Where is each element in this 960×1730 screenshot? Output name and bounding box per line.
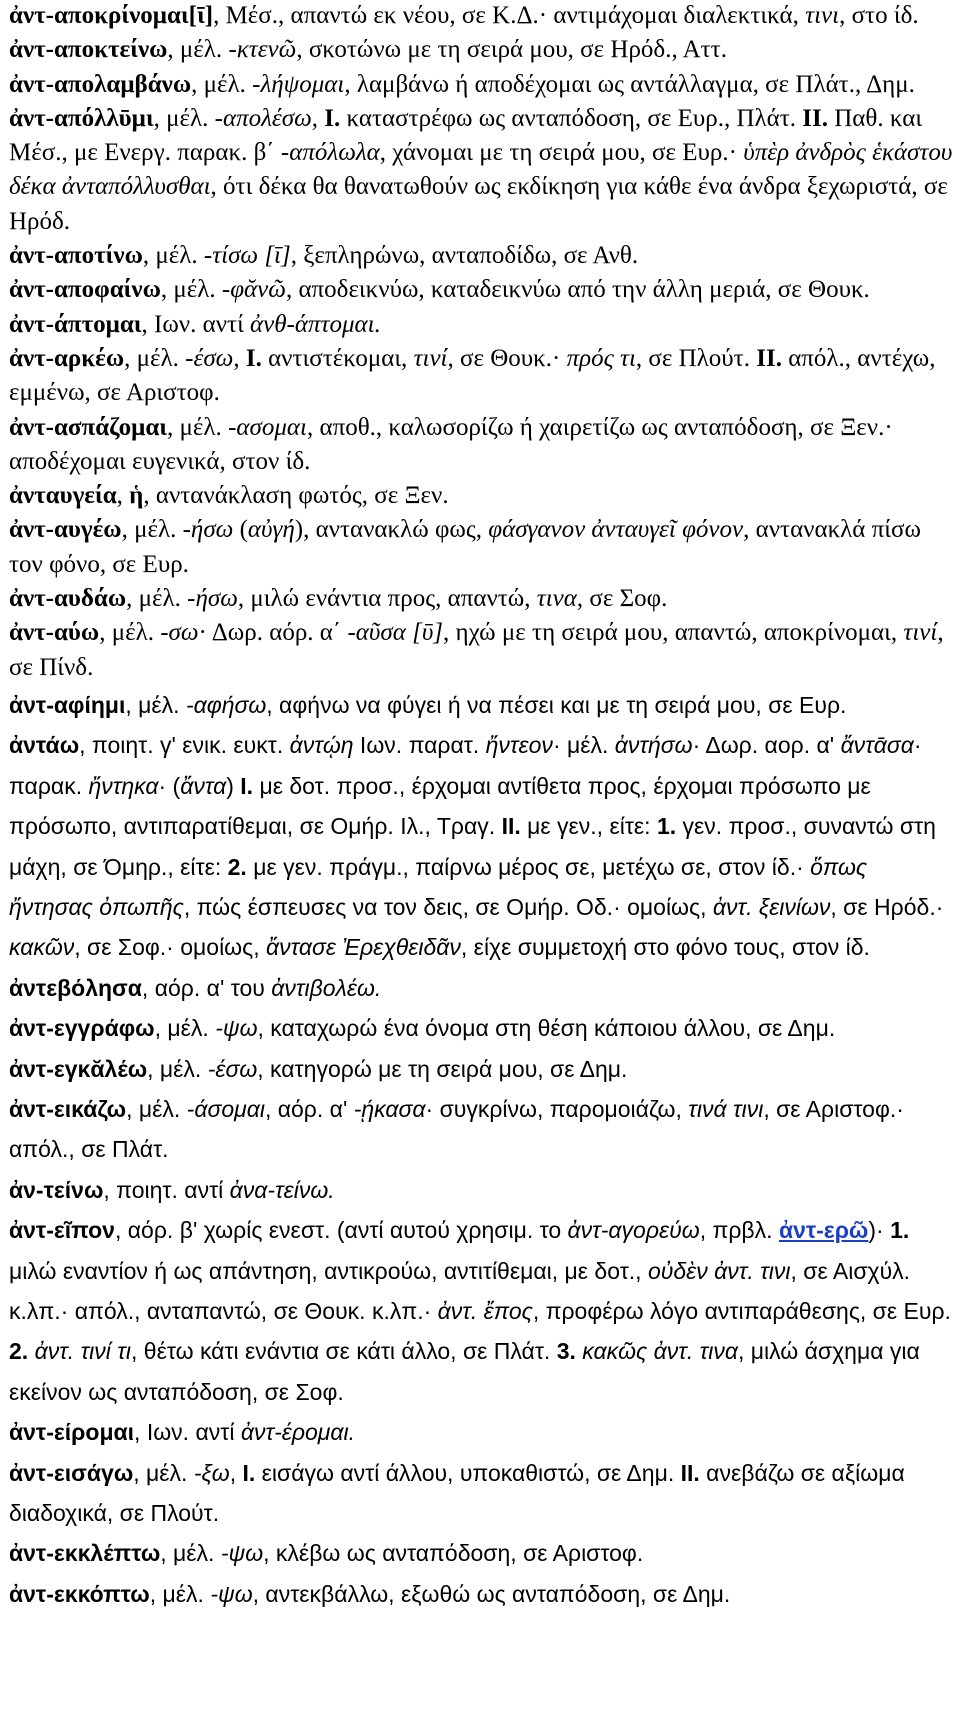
headword: ἀντ-εικάζω xyxy=(9,1096,127,1122)
entry-text: , πώς έσπευσες να τον δεις, σε Ομήρ. Οδ.· ομοίως, xyxy=(183,893,713,920)
entry-text: , αντεκβάλλω, εξωθώ ως ανταπόδοση, σε Δημ. xyxy=(252,1580,731,1607)
dictionary-entry xyxy=(9,968,955,1008)
italic-form: ἀντ-έρομαι. xyxy=(240,1419,356,1446)
entry-text: , καταχωρώ ένα όνομα στη θέση κάποιου άλλου, σε Δημ. xyxy=(257,1015,836,1042)
entry-text: , σε Αισχύλ. κ.λπ.· απόλ., ανταπαντώ, σε Θουκ. κ.λπ.· xyxy=(9,1257,911,1325)
entry-text: με γεν., είτε: xyxy=(520,813,657,840)
dictionary-entry xyxy=(9,479,955,513)
entry-text: , είχε συμμετοχή στο φόνο τους, στον ίδ. xyxy=(460,934,870,961)
italic-form: -έσω xyxy=(207,1055,258,1082)
italic-form: ἀνα-τείνω. xyxy=(229,1176,335,1203)
headword: ἀντ-αφίημι xyxy=(9,691,126,718)
headword: ἀντ-εγγράφω xyxy=(9,1015,155,1042)
sense-marker: I. xyxy=(242,1459,256,1486)
headword: ἀντ-αποκτείνω xyxy=(9,36,168,64)
entry-text: , αποδεικνύω, καταδεικνύω από την άλλη μεριά, σε Θουκ. xyxy=(285,276,870,304)
entry-text: , μέλ. xyxy=(154,1015,216,1042)
entry-text: , μέλ. xyxy=(160,276,222,304)
italic-form: ἀντῴη xyxy=(289,732,354,759)
entry-text: μιλώ εναντίον ή ως απάντηση, αντικρούω, αντιτίθεμαι, με δοτ., xyxy=(9,1257,648,1284)
dictionary-entry xyxy=(9,1049,955,1089)
dictionary-entry xyxy=(9,68,955,102)
entry-text: , σε Πίνδ. xyxy=(9,619,944,681)
entry-text: ( xyxy=(233,516,248,544)
italic-form: τινά τινι xyxy=(688,1096,764,1122)
italic-form: -φᾰνῶ xyxy=(221,276,286,304)
entry-text: , xyxy=(311,104,325,132)
entry-text: , μέλ. xyxy=(142,242,204,270)
entry-text: Ιων. παρατ. xyxy=(353,732,486,759)
italic-form: -κτενῶ xyxy=(228,36,297,64)
italic-form: -ψω xyxy=(210,1580,253,1607)
entry-text: , ποιητ. γ' ενικ. ευκτ. xyxy=(79,732,290,759)
headword: ἀντ-αυδάω xyxy=(9,585,127,613)
dictionary-entry xyxy=(9,1210,955,1412)
dictionary-entry xyxy=(9,1533,955,1573)
dictionary-entry xyxy=(9,1412,955,1452)
italic-form: τινι xyxy=(805,2,840,29)
entry-text: , μιλώ ενάντια προς, απαντώ, xyxy=(237,585,537,613)
sense-marker: I. xyxy=(245,344,262,372)
entry-text: , xyxy=(229,1459,243,1486)
italic-form: -άσομαι xyxy=(186,1096,265,1122)
dictionary-entry xyxy=(9,411,955,480)
dictionary-entry xyxy=(9,1453,955,1534)
italic-form: -λήψομαι xyxy=(252,70,345,98)
sense-marker: II. xyxy=(802,104,828,132)
italic-form: -ξω xyxy=(193,1459,230,1486)
entry-text: · συγκρίνω, παρομοιάζω, xyxy=(425,1096,689,1122)
dictionary-entry xyxy=(9,616,955,685)
entry-text: , ξεπληρώνω, ανταποδίδω, σε Ανθ. xyxy=(290,242,639,270)
entry-text: , αντανακλά πίσω τον φόνο, σε Ευρ. xyxy=(9,516,921,578)
headword: ἀντ-απόλλῡμι xyxy=(9,104,154,132)
italic-form: ἀντιβολέω. xyxy=(271,974,382,1001)
entry-text: )· xyxy=(868,1217,891,1244)
headword: ἀντ-εισάγω xyxy=(9,1459,134,1486)
dictionary-entry xyxy=(9,0,955,33)
entry-text: , xyxy=(233,344,246,372)
cross-reference-link[interactable]: ἀντ-ερῶ xyxy=(778,1217,869,1244)
italic-form: -ήσω xyxy=(187,585,238,613)
entry-text: γεν. προσ., συναντώ στη μάχη, σε Όμηρ., είτε: xyxy=(9,813,936,880)
italic-form: πρός τι xyxy=(566,344,636,372)
italic-form: κακῶν xyxy=(9,934,75,961)
headword: ἀνταυγεία xyxy=(9,482,117,510)
entry-text: · Δωρ. αορ. α' xyxy=(692,732,841,759)
entry-text: , μέλ. xyxy=(160,1540,221,1567)
entry-text: , σε Ηρόδ.· xyxy=(830,893,944,920)
headword: ἀντάω xyxy=(9,732,80,759)
italic-form: -ῄκασα xyxy=(353,1096,426,1122)
headword: ἀντ-αρκέω xyxy=(9,344,125,372)
italic-form: ἀντ. τινί τι xyxy=(34,1338,132,1365)
dictionary-entry xyxy=(9,1008,955,1048)
italic-form: -αῦσα [ῡ] xyxy=(347,619,444,647)
entry-text: απόλ., αντέχω, εμμένω, σε Αριστοφ. xyxy=(9,344,936,407)
entry-text: , αποθ., καλωσορίζω ή χαιρετίζω ως ανταπόδοση, σε Ξεν.· αποδέχομαι ευγενικά, στον ίδ. xyxy=(9,413,893,475)
entry-text: , μέλ. xyxy=(126,585,188,613)
italic-form: κακῶς ἀντ. τινα xyxy=(582,1338,738,1365)
entry-text: , αφήνω να φύγει ή να πέσει και με τη σειρά μου, σε Ευρ. xyxy=(266,691,847,718)
italic-form: τινί xyxy=(903,619,938,647)
entry-text: , μέλ. xyxy=(124,344,186,372)
entry-text: , Ιων. αντί xyxy=(134,1419,241,1446)
entry-text: , θέτω κάτι ενάντια σε κάτι άλλο, σε Πλάτ. xyxy=(131,1338,557,1365)
entry-text: , προφέρω λόγο αντιπαράθεσης, σε Ευρ. xyxy=(532,1298,951,1325)
dictionary-entry xyxy=(9,1089,955,1170)
entry-text: , σε Αριστοφ.· απόλ., σε Πλάτ. xyxy=(9,1096,904,1163)
italic-form: ἀντ-αγορεύω xyxy=(567,1217,700,1244)
entry-list xyxy=(9,0,955,1614)
entry-text: , σκοτώνω με τη σειρά μου, σε Ηρόδ., Αττ. xyxy=(296,36,727,64)
entry-text: , σε Θουκ.· xyxy=(447,344,567,372)
headword: ἀντ-αύω xyxy=(9,619,100,647)
entry-text: , μέλ. xyxy=(149,1580,211,1607)
headword: ἀντεβόλησα xyxy=(9,974,142,1001)
sense-marker: I. xyxy=(324,104,341,132)
entry-text: , αόρ. α' του xyxy=(141,974,272,1001)
sense-marker: 3. xyxy=(556,1338,576,1365)
headword: ἀντ-εκκλέπτω xyxy=(9,1540,161,1567)
italic-form: -απόλωλα xyxy=(280,139,380,167)
entry-text: , μιλώ άσχημα για εκείνον ως ανταπόδοση, σε Σοφ. xyxy=(9,1338,920,1405)
italic-form: -ήσω xyxy=(182,516,234,544)
entry-text: ), αντανακλώ φως, xyxy=(294,516,489,544)
sense-marker: 1. xyxy=(890,1217,910,1244)
entry-text: , αντανάκλαση φωτός, σε Ξεν. xyxy=(143,482,449,510)
dictionary-entry xyxy=(9,308,955,342)
italic-form: ὑπὲρ ἀνδρὸς ἑκάστου δέκα ἀνταπόλλυσθαι xyxy=(9,139,953,201)
entry-text: , πρβλ. xyxy=(699,1217,779,1244)
entry-text: , ηχώ με τη σειρά μου, απαντώ, αποκρίνομαι, xyxy=(443,619,904,647)
italic-form: τινί xyxy=(413,344,448,372)
headword: ἀντ-ασπάζομαι xyxy=(9,413,168,441)
italic-form: ἀντ. ξεινίων xyxy=(712,893,831,920)
dictionary-entry xyxy=(9,239,955,273)
italic-form: ἤντηκα xyxy=(88,772,159,799)
headword: ἀντ-εῖπον xyxy=(9,1217,115,1244)
entry-text: , μέλ. xyxy=(191,70,253,98)
italic-form: ἀντ. ἔπος xyxy=(437,1298,533,1325)
sense-marker: ἡ xyxy=(129,482,144,510)
entry-text: , Ιων. αντί xyxy=(141,310,251,338)
italic-form: αὐγή xyxy=(247,516,295,544)
dictionary-entry xyxy=(9,1170,955,1210)
italic-form: ἄντασε Ἐρεχθειδᾶν xyxy=(266,934,461,961)
entry-text: αντιστέκομαι, xyxy=(261,344,414,372)
italic-form: ὅπως ἤντησας ὀπωπῆς xyxy=(9,853,868,920)
headword: ἀντ-αποτίνω xyxy=(9,242,143,270)
headword: ἀντ-αποφαίνω xyxy=(9,276,161,304)
headword: ἀντ-είρομαι xyxy=(9,1419,135,1446)
dictionary-entry xyxy=(9,1574,955,1614)
dictionary-entry xyxy=(9,513,955,582)
entry-text: , μέλ. xyxy=(133,1459,194,1486)
entry-text: , μέλ. xyxy=(167,413,229,441)
italic-form: ἄντᾱσα xyxy=(840,732,914,759)
entry-text: , κλέβω ως ανταπόδοση, σε Αριστοφ. xyxy=(263,1540,644,1567)
entry-text: , ότι δέκα θα θανατωθούν ως εκδίκηση για κάθε ένα άνδρα ξεχωριστά, σε Ηρόδ. xyxy=(9,173,948,235)
sense-marker: 2. xyxy=(227,853,247,880)
entry-text: , μέλ. xyxy=(99,619,161,647)
entry-text: , κατηγορώ με τη σειρά μου, σε Δημ. xyxy=(257,1055,628,1082)
italic-form: -απολέσω xyxy=(214,104,312,132)
entry-text: , χάνομαι με τη σειρά μου, σε Ευρ.· xyxy=(379,139,744,167)
headword: ἀντ-αυγέω xyxy=(9,516,122,544)
entry-text: , αόρ. β' χωρίς ενεστ. (αντί αυτού χρησιμ. το xyxy=(114,1217,568,1244)
italic-form: -τίσω [ῑ] xyxy=(203,242,291,270)
italic-form: -έσω xyxy=(185,344,234,372)
sense-marker: 2. xyxy=(9,1338,29,1365)
entry-text: · ( xyxy=(158,772,181,799)
dictionary-entry xyxy=(9,685,955,725)
italic-form: φάσγανον ἀνταυγεῖ φόνον xyxy=(488,516,744,544)
entry-text: , αόρ. α' xyxy=(264,1096,354,1122)
italic-form: ἄντα xyxy=(180,772,227,799)
entry-text: Παθ. και Μέσ., με Ενεργ. παρακ. β΄ xyxy=(9,104,923,167)
entry-text: με γεν. πράγμ., παίρνω μέρος σε, μετέχω σε, στον ίδ.· xyxy=(246,853,811,880)
italic-form: ἀνθ-άπτομαι. xyxy=(250,310,381,338)
entry-text: ανεβάζω σε αξίωμα διαδοχικά, σε Πλούτ. xyxy=(9,1459,905,1527)
entry-text: , σε Πλούτ. xyxy=(635,344,757,372)
sense-marker: II. xyxy=(756,344,782,372)
headword: ἀντ-απολαμβάνω xyxy=(9,70,192,98)
italic-form: ἤντεον xyxy=(485,732,553,759)
entry-text: , στο ίδ. xyxy=(839,2,919,29)
entry-text: , Μέσ., απαντώ εκ νέου, σε Κ.Δ.· αντιμάχομαι διαλεκτικά, xyxy=(213,2,806,29)
dictionary-entry xyxy=(9,273,955,307)
entry-text: ) xyxy=(226,772,241,799)
entry-text: , λαμβάνω ή αποδέχομαι ως αντάλλαγμα, σε Πλάτ., Δημ. xyxy=(344,70,915,98)
headword: ἀντ-εγκᾰλέω xyxy=(9,1055,148,1082)
sense-marker: I. xyxy=(240,772,254,799)
headword: ἀντ-αποκρίνομαι[ῑ] xyxy=(9,2,214,29)
sense-marker: II. xyxy=(680,1459,700,1486)
headword: ἀντ-άπτομαι xyxy=(9,310,142,338)
italic-form: -αφήσω xyxy=(185,691,267,718)
italic-form: οὐδὲν ἀντ. τινι xyxy=(647,1257,791,1284)
entry-text: · μέλ. xyxy=(552,732,615,759)
dictionary-entry xyxy=(9,102,955,239)
dictionary-entry xyxy=(9,725,955,967)
dictionary-entry xyxy=(9,582,955,616)
entry-text: καταστρέφω ως ανταπόδοση, σε Ευρ., Πλάτ. xyxy=(340,104,803,132)
italic-form: -σω xyxy=(160,619,199,647)
entry-text: , σε Σοφ.· ομοίως, xyxy=(74,934,266,961)
italic-form: ἀντήσω xyxy=(614,732,693,759)
entry-text: · Δωρ. αόρ. α΄ xyxy=(198,619,348,647)
entry-text: , μέλ. xyxy=(126,1096,187,1122)
italic-form: τινα xyxy=(536,585,577,613)
entry-text: , μέλ. xyxy=(121,516,183,544)
entry-text: , xyxy=(116,482,130,510)
dictionary-entry xyxy=(9,33,955,67)
dictionary-entry xyxy=(9,342,955,411)
entry-text: , ποιητ. αντί xyxy=(103,1176,230,1203)
entry-text: , μέλ. xyxy=(167,36,229,64)
entry-text: · παρακ. xyxy=(9,732,922,799)
entry-text: , μέλ. xyxy=(147,1055,208,1082)
entry-text: , μέλ. xyxy=(125,691,186,718)
entry-text: , μέλ. xyxy=(153,104,215,132)
entry-text: , σε Σοφ. xyxy=(576,585,668,613)
italic-form: -ασομαι xyxy=(228,413,307,441)
entry-text: εισάγω αντί άλλου, υποκαθιστώ, σε Δημ. xyxy=(255,1459,681,1486)
entry-text: με δοτ. προσ., έρχομαι αντίθετα προς, έρχομαι πρόσωπο με πρόσωπο, αντιπαρατίθεμαι, σε Ομήρ. Ιλ., Τραγ. xyxy=(9,772,871,840)
sense-marker: 1. xyxy=(656,813,677,840)
sense-marker: II. xyxy=(501,813,521,840)
italic-form: -ψω xyxy=(215,1015,258,1042)
italic-form: -ψω xyxy=(220,1540,264,1567)
headword: ἀν-τείνω xyxy=(9,1176,104,1203)
headword: ἀντ-εκκόπτω xyxy=(9,1580,150,1607)
